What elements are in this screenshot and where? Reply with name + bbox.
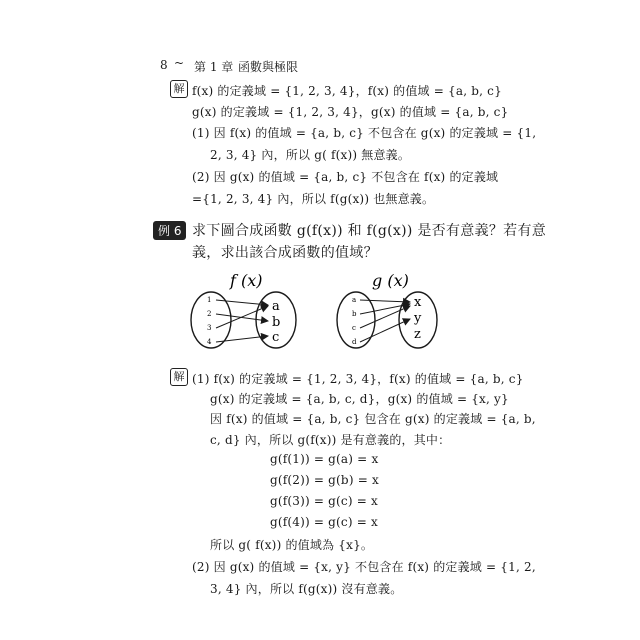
solution2-conclusion: 所以 g( f(x)) 的值域為 {x}。 bbox=[210, 538, 374, 552]
codomain-element: a bbox=[272, 299, 280, 314]
ornament-icon: ~ bbox=[174, 56, 185, 70]
mapping-diagram-f bbox=[186, 268, 306, 350]
codomain-element: y bbox=[414, 311, 422, 326]
equation: g(f(1)) = g(a) = x bbox=[270, 452, 379, 466]
solution2-line: (1) f(x) 的定義域 = {1, 2, 3, 4}，f(x) 的值域 = {a, b, c} bbox=[192, 372, 524, 386]
domain-element: 2 bbox=[207, 310, 212, 318]
example-question: 求下圖合成函數 g(f(x)) 和 f(g(x)) 是否有意義？若有意 bbox=[192, 223, 547, 239]
diagram-g-label: g (x) bbox=[372, 271, 409, 290]
chapter-title: 函數與極限 bbox=[238, 60, 299, 74]
mapping-arrow bbox=[216, 306, 268, 328]
solution-marker: 解 bbox=[170, 80, 188, 98]
domain-element: d bbox=[352, 338, 357, 346]
domain-element: c bbox=[352, 324, 356, 332]
solution2-line: 因 f(x) 的值域 = {a, b, c} 包含在 g(x) 的定義域 = {a, b, bbox=[210, 412, 536, 426]
domain-element: a bbox=[352, 296, 357, 304]
domain-element: 1 bbox=[207, 296, 212, 304]
equation: g(f(2)) = g(b) = x bbox=[270, 473, 379, 487]
domain-element: 4 bbox=[207, 338, 212, 346]
codomain-element: b bbox=[272, 315, 281, 330]
example-question: 義，求出該合成函數的值域？ bbox=[192, 245, 378, 261]
solution1-line: 2, 3, 4} 內，所以 g( f(x)) 無意義。 bbox=[210, 148, 411, 162]
mapping-diagram-g bbox=[332, 268, 452, 350]
solution-marker: 解 bbox=[170, 368, 188, 386]
mapping-arrow bbox=[216, 336, 268, 342]
codomain-element: z bbox=[414, 327, 421, 342]
solution2-part2: (2) 因 g(x) 的值域 = {x, y} 不包含在 f(x) 的定義域 = {1, 2, bbox=[192, 560, 536, 574]
domain-element: 3 bbox=[207, 324, 212, 332]
equation: g(f(4)) = g(c) = x bbox=[270, 515, 378, 529]
solution1-line: ={1, 2, 3, 4} 內，所以 f(g(x)) 也無意義。 bbox=[192, 192, 435, 206]
equation: g(f(3)) = g(c) = x bbox=[270, 494, 378, 508]
domain-element: b bbox=[352, 310, 357, 318]
solution1-line: (2) 因 g(x) 的值域 = {a, b, c} 不包含在 f(x) 的定義域 bbox=[192, 170, 499, 184]
example-badge: 例 6 bbox=[153, 221, 186, 240]
page-number: 8 bbox=[160, 58, 168, 72]
codomain-element: x bbox=[414, 295, 422, 310]
solution1-line: g(x) 的定義域 = {1, 2, 3, 4}，g(x) 的值域 = {a, b, c} bbox=[192, 105, 509, 119]
mapping-arrow bbox=[360, 300, 410, 302]
solution2-line: g(x) 的定義域 = {a, b, c, d}，g(x) 的值域 = {x, y} bbox=[210, 392, 509, 406]
chapter-label: 第 1 章 bbox=[194, 60, 234, 74]
solution1-line: (1) 因 f(x) 的值域 = {a, b, c} 不包含在 g(x) 的定義域 = {1, bbox=[192, 126, 537, 140]
solution1-line: f(x) 的定義域 = {1, 2, 3, 4}，f(x) 的值域 = {a, b, c} bbox=[192, 84, 502, 98]
diagram-f-label: f (x) bbox=[230, 271, 263, 290]
solution2-part2: 3, 4} 內，所以 f(g(x)) 沒有意義。 bbox=[210, 582, 403, 596]
codomain-element: c bbox=[272, 330, 280, 345]
mapping-arrow bbox=[360, 319, 410, 342]
solution2-line: c, d} 內，所以 g(f(x)) 是有意義的，其中： bbox=[210, 433, 451, 447]
